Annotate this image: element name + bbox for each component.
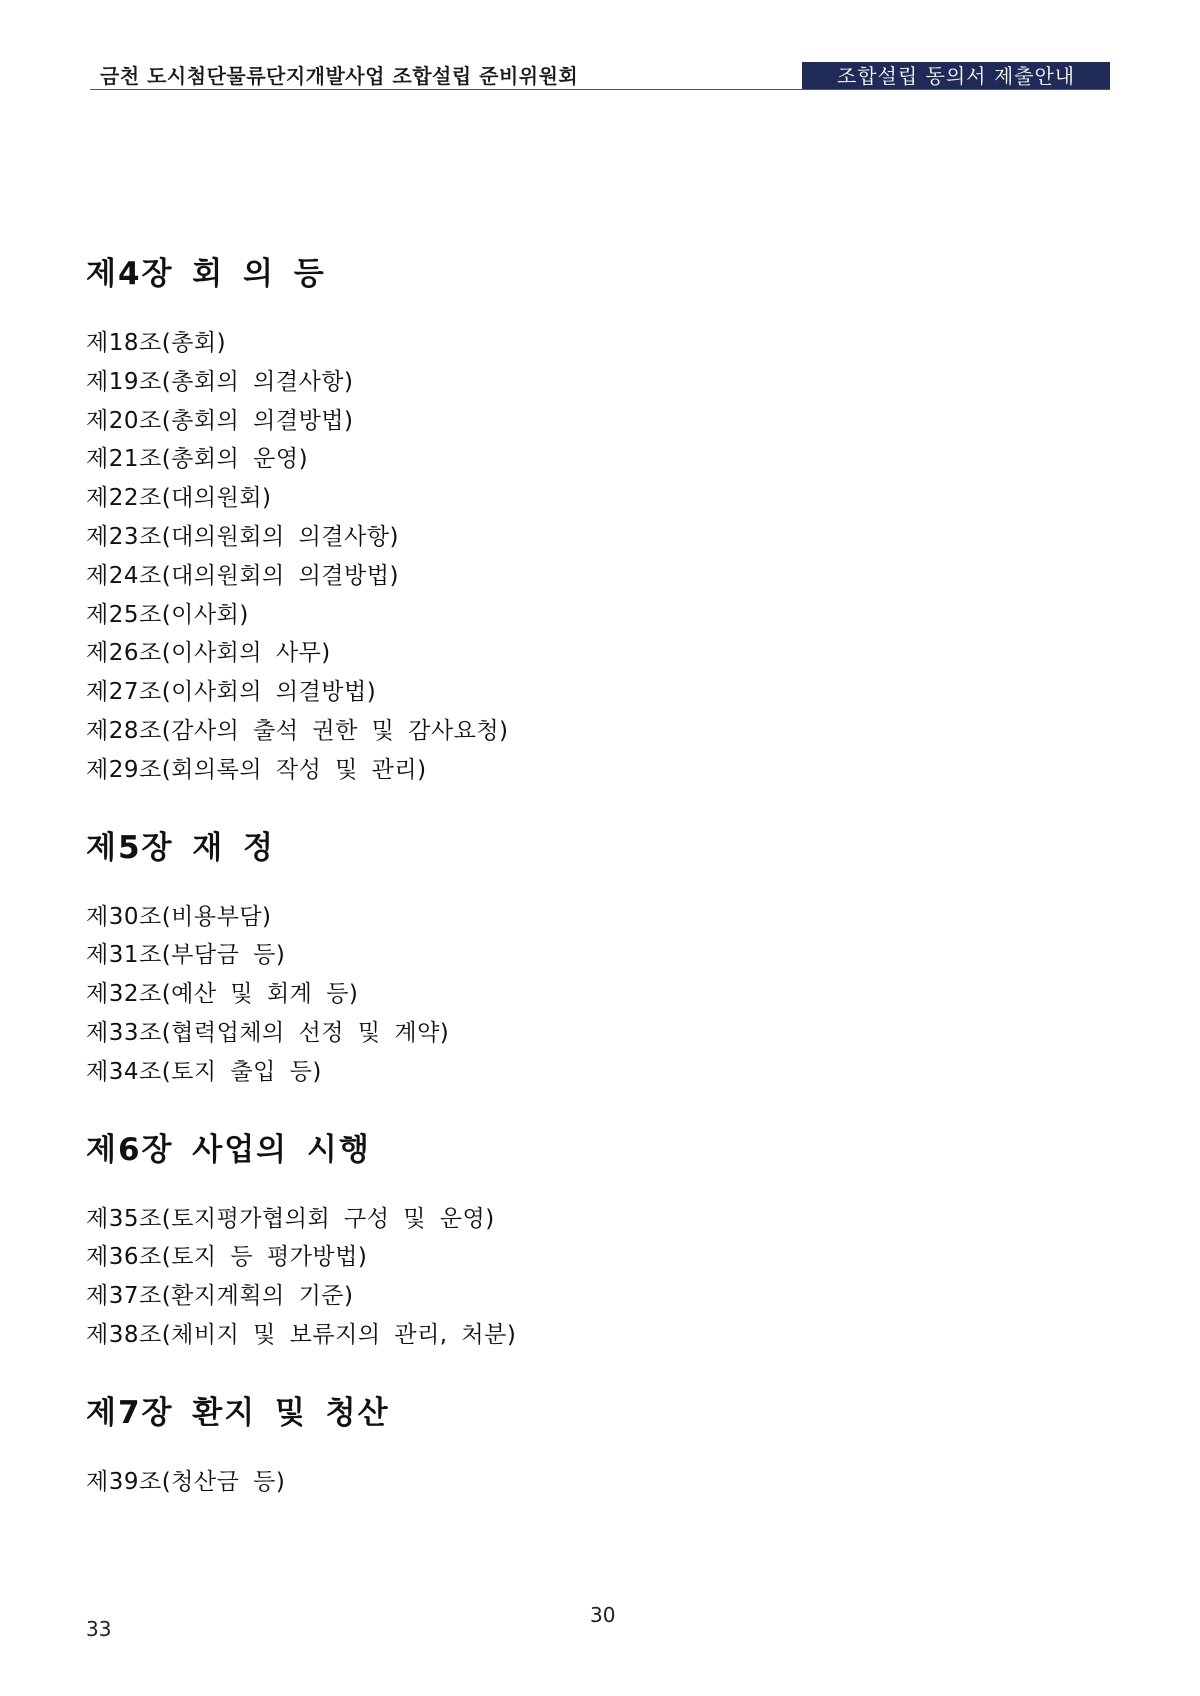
- article-list: [86, 1463, 1086, 1502]
- article-item: 제36조(토지 등 평가방법): [86, 1244, 368, 1271]
- article-item: 제29조(회의록의 작성 및 관리): [86, 756, 427, 783]
- footer-left-number: 33: [86, 1617, 112, 1641]
- chapter-title: 제4장 회 의 등: [86, 256, 326, 292]
- chapter-6: [86, 1124, 1086, 1355]
- article-item: 제39조(청산금 등): [86, 1468, 286, 1495]
- article-item: 제18조(총회): [86, 330, 227, 356]
- article-item: 제31조(부담금 등): [86, 942, 286, 969]
- article-item: 제22조(대의원회): [86, 485, 272, 512]
- article-item: 제21조(총회의 운영): [86, 446, 309, 473]
- header-badge: 조합설립 동의서 제출안내: [802, 62, 1110, 90]
- article-item: 제37조(환지계획의 기준): [86, 1283, 354, 1310]
- chapter-5: [86, 822, 1086, 1092]
- article-item: 제38조(체비지 및 보류지의 관리, 처분): [86, 1321, 517, 1348]
- article-list: [86, 1200, 1086, 1355]
- chapter-title: 제6장 사업의 시행: [86, 1131, 371, 1168]
- article-item: 제19조(총회의 의결사항): [86, 368, 354, 395]
- table-of-contents: [86, 248, 1086, 1534]
- article-list: [86, 324, 1086, 790]
- article-item: 제26조(이사회의 사무): [86, 640, 331, 667]
- chapter-4: [86, 248, 1086, 790]
- page-number: 30: [590, 1603, 616, 1627]
- header-title: 금천 도시첨단물류단지개발사업 조합설립 준비위원회: [100, 64, 579, 88]
- article-item: 제20조(총회의 의결방법): [86, 407, 354, 434]
- article-list: [86, 898, 1086, 1092]
- article-item: 제28조(감사의 출석 권한 및 감사요청): [86, 717, 509, 744]
- article-item: 제30조(비용부담): [86, 903, 272, 930]
- article-item: 제23조(대의원회의 의결사항): [86, 523, 399, 550]
- header-divider: [90, 89, 1110, 90]
- chapter-title: 제5장 재 정: [86, 829, 275, 866]
- article-item: 제33조(협력업체의 선정 및 계약): [86, 1019, 450, 1046]
- article-item: 제27조(이사회의 의결방법): [86, 679, 377, 706]
- chapter-title: 제7장 환지 및 청산: [86, 1394, 390, 1431]
- article-item: 제32조(예산 및 회계 등): [86, 981, 359, 1008]
- chapter-7: [86, 1387, 1086, 1502]
- article-item: 제34조(토지 출입 등): [86, 1058, 322, 1085]
- article-item: 제24조(대의원회의 의결방법): [86, 562, 399, 589]
- article-item: 제35조(토지평가협의회 구성 및 운영): [86, 1205, 495, 1232]
- article-item: 제25조(이사회): [86, 601, 249, 628]
